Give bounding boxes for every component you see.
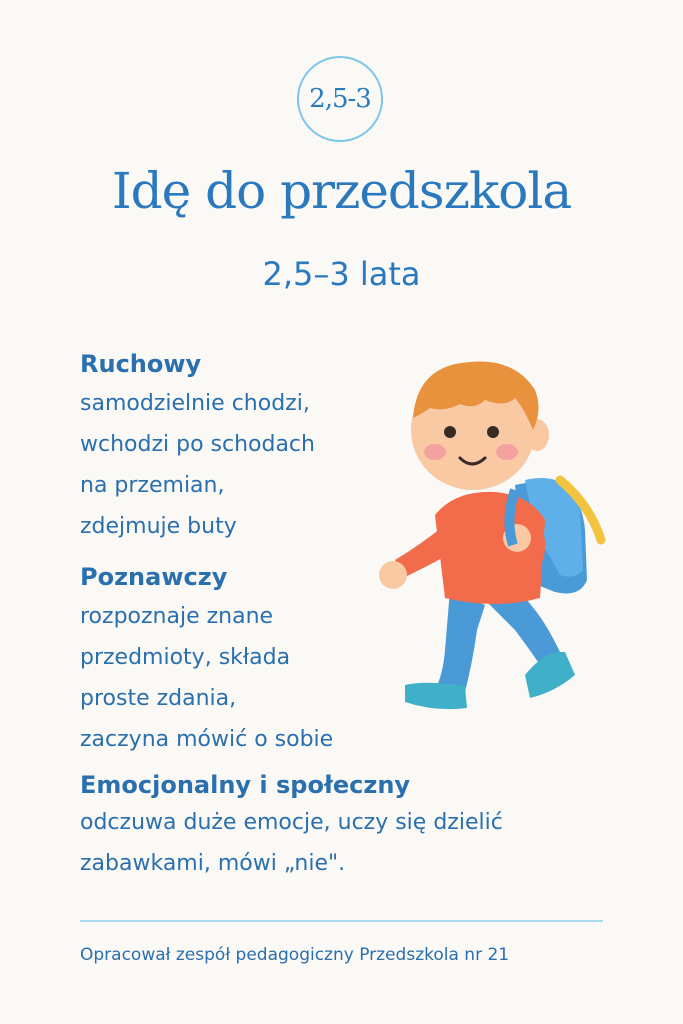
section-title: Emocjonalny i społeczny [80, 771, 411, 799]
section-text: rozpoznaje znane przedmioty, składa proste zdania, zaczyna mówić o sobie [80, 604, 334, 752]
page-subtitle: 2,5–3 lata [262, 255, 421, 293]
boy-with-backpack-illustration [365, 330, 615, 730]
section-text: odczuwa duże emocje, uczy się dzielić zabawkami, mówi „nie". [80, 810, 503, 876]
page-title: Idę do przedszkola [111, 162, 572, 220]
section-title: Ruchowy [80, 350, 202, 378]
age-badge [297, 56, 383, 142]
footer-divider [80, 920, 603, 922]
footer-credit: Opracował zespół pedagogiczny Przedszkola nr 21 [80, 945, 510, 965]
section-text: samodzielnie chodzi, wchodzi po schodach na przemian, zdejmuje buty [80, 391, 315, 539]
age-badge-label: 2,5-3 [309, 84, 371, 114]
section-title: Poznawczy [80, 563, 228, 591]
section-emotional-social [80, 768, 620, 884]
